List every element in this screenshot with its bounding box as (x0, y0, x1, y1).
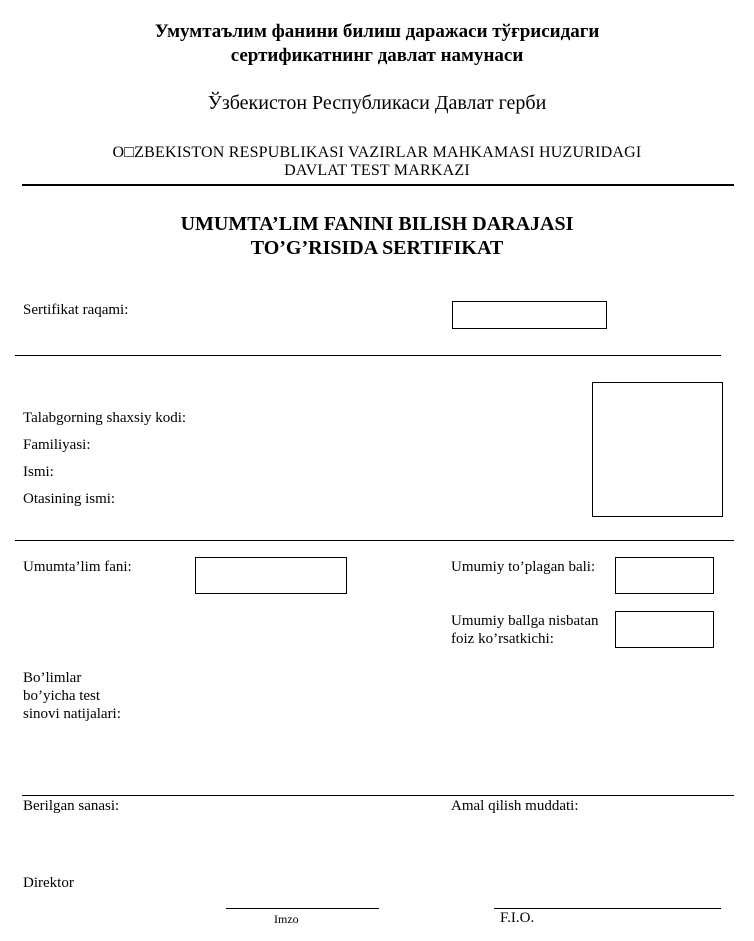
document-title-line2: сертификатнинг давлат намунаси (230, 45, 524, 66)
certificate-title-line1: UMUMTA’LIM FANINI BILISH DARAJASI (180, 213, 574, 235)
state-emblem-caption: Ўзбекистон Республикаси Давлат герби (207, 92, 547, 114)
total-score-label: Umumiy to’plagan bali: (451, 559, 596, 575)
signature-caption: Imzo (274, 912, 299, 926)
section-divider-3 (22, 795, 734, 796)
subject-field[interactable] (195, 557, 347, 594)
total-score-field[interactable] (615, 557, 714, 594)
organization-name-line2: DAVLAT TEST MARKAZI (284, 162, 470, 179)
director-label: Direktor (23, 875, 74, 891)
percent-label-line1: Umumiy ballga nisbatan (451, 613, 599, 629)
organization-name-line1: O□ZBEKISTON RESPUBLIKASI VAZIRLAR MAHKAMASI HUZURIDAGI (112, 144, 642, 161)
subject-label: Umumta’lim fani: (23, 559, 132, 575)
certificate-number-label: Sertifikat raqami: (23, 302, 129, 318)
header-divider (22, 184, 734, 186)
document-title-line1: Умумтаълим фанини билиш даражаси тўғрисидаги (154, 21, 600, 42)
personal-code-label: Talabgorning shaxsiy kodi: (23, 410, 187, 426)
section-results-label-line1: Bo’limlar (23, 670, 82, 686)
section-divider-1 (15, 355, 721, 356)
name-label: Ismi: (23, 464, 54, 480)
valid-until-label: Amal qilish muddati: (451, 798, 579, 814)
section-results-label-line2: bo’yicha test (23, 688, 101, 704)
section-results-label-line3: sinovi natijalari: (23, 706, 121, 722)
issued-date-label: Berilgan sanasi: (23, 798, 120, 814)
section-divider-2 (15, 540, 734, 541)
certificate-number-field[interactable] (452, 301, 607, 329)
patronymic-label: Otasining ismi: (23, 491, 116, 507)
full-name-caption: F.I.O. (500, 910, 535, 926)
certificate-title-line2: TO’G’RISIDA SERTIFIKAT (250, 237, 504, 259)
photo-placeholder (592, 382, 723, 517)
percent-field[interactable] (615, 611, 714, 648)
percent-label-line2: foiz ko’rsatkichi: (451, 631, 554, 647)
signature-line (226, 908, 379, 909)
surname-label: Familiyasi: (23, 437, 91, 453)
